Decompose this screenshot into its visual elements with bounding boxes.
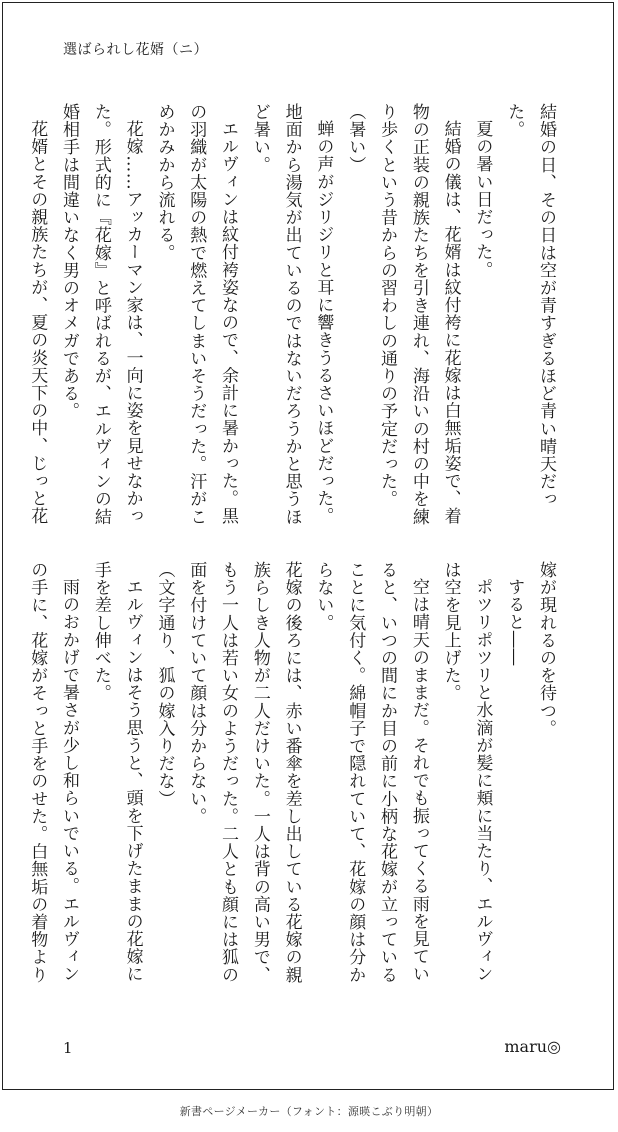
paragraph: 結婚の儀は、花婿は紋付袴に花嫁は白無垢姿で、着物の正装の親族たちを引き連れ、海沿いの村の中を練り歩くという昔からの習わしの通りの予定だった。 <box>377 103 461 526</box>
paragraph: エルヴィンはそう思うと、頭を下げたままの花嫁に手を差し伸べた。 <box>90 561 143 983</box>
paragraph: 嫁が現れるのを待つ。 <box>536 561 556 737</box>
paragraph: （文字通り、狐の嫁入りだな） <box>154 561 175 808</box>
paragraph: 花嫁の後ろには、赤い番傘を差し出している花嫁の親族らしき人物が二人だけいた。一人は背の高い男で、もう一人は若い女のようだった。二人とも顔には狐の面を付けていて顔は分からない。 <box>186 561 302 984</box>
paragraph: ポツリポツリと水滴が髪に頬に当たり、エルヴィンは空を見上げた。 <box>440 561 493 983</box>
generator-credit: 新書ページメーカー（フォント：源暎こぶり明朝） <box>179 1105 439 1118</box>
paragraph: 花嫁……アッカーマン家は、一向に姿を見せなかった。形式的に『花嫁』と呼ばれるが、エルヴィンの結婚相手は間違いなく男のオメガである。 <box>59 103 143 526</box>
author-name: maru◎ <box>504 1037 561 1056</box>
paragraph: 夏の暑い日だった。 <box>472 120 493 279</box>
page-frame <box>2 2 614 1090</box>
paragraph: 蝉の声がジリジリと耳に響きうるさいほどだった。地面から湯気が出ているのではないだろうかと思うほど暑い。 <box>249 103 334 526</box>
page-title: 選ばられし花婿（ニ） <box>63 42 208 58</box>
paragraph: 雨のおかげで暑さが少し和らいでいる。エルヴィンの手に、花嫁がそっと手をのせた。白無垢の着物より <box>27 561 80 984</box>
paragraph: すると―― <box>504 578 525 666</box>
paragraph: 結婚の日、その日は空が青すぎるほど青い晴天だった。 <box>504 103 556 508</box>
page-number: 1 <box>63 1039 73 1057</box>
paragraph: 花婿とその親族たちが、夏の炎天下の中、じっと花 <box>27 120 48 525</box>
upper-text-block <box>27 103 561 531</box>
paragraph: エルヴィンは紋付袴姿なので、余計に暑かった。黒の羽織が太陽の熱で燃えてしまいそうだった。汗がこめかみから流れる。 <box>154 103 239 526</box>
paragraph: （暑い） <box>345 103 366 174</box>
paragraph: 空は晴天のままだ。それでも振ってくる雨を見ていると、いつの間にか目の前に小柄な花嫁が立っていることに気付く。綿帽子で隠れていて、花嫁の顔は分からない。 <box>313 561 429 984</box>
lower-text-block <box>27 561 561 989</box>
